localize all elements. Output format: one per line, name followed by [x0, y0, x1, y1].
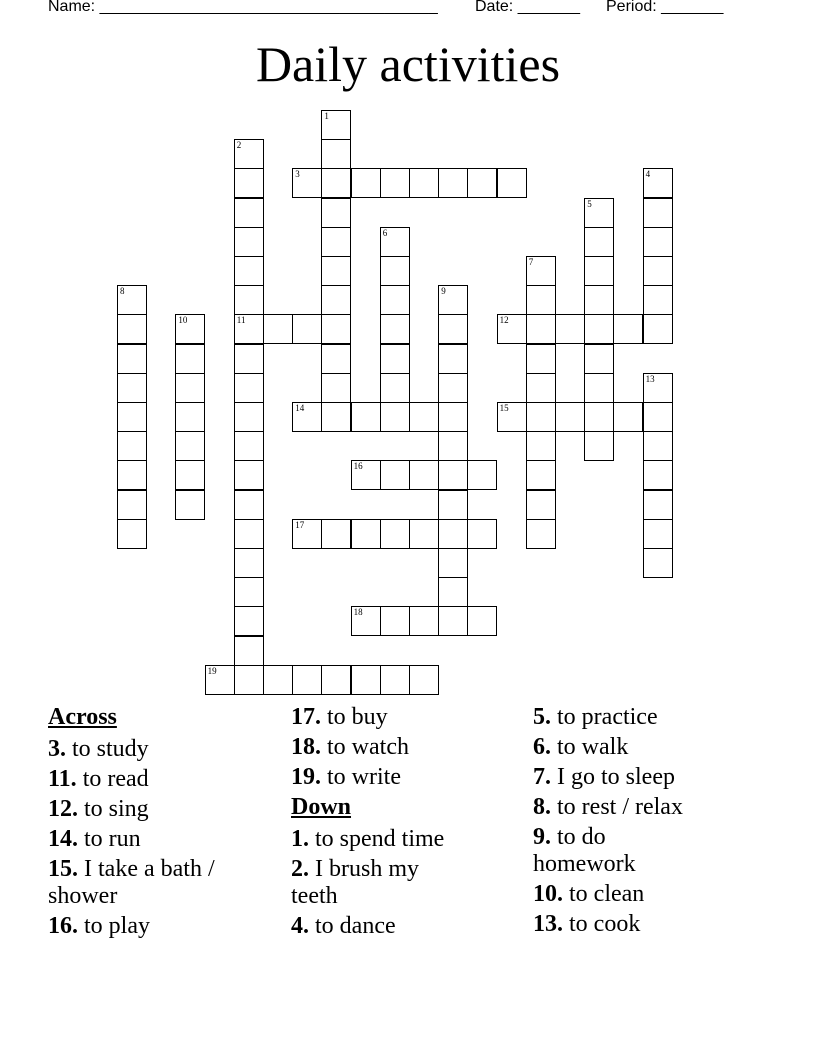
clue-number: 5: [587, 198, 592, 209]
crossword-cell[interactable]: [175, 344, 205, 374]
crossword-cell[interactable]: [526, 431, 556, 461]
crossword-cell[interactable]: [643, 256, 673, 286]
crossword-cell[interactable]: [584, 285, 614, 315]
crossword-cell[interactable]: [438, 577, 468, 607]
crossword-cell[interactable]: [438, 606, 468, 636]
crossword-cell[interactable]: [351, 460, 381, 490]
page-title: Daily activities: [255, 36, 561, 92]
crossword-cell[interactable]: [409, 402, 439, 432]
crossword-cell[interactable]: [175, 431, 205, 461]
crossword-cell[interactable]: [234, 548, 264, 578]
crossword-cell[interactable]: [643, 198, 673, 228]
crossword-cell[interactable]: [321, 227, 351, 257]
crossword-cell[interactable]: [321, 168, 351, 198]
crossword-cell[interactable]: [643, 519, 673, 549]
crossword-cell[interactable]: [321, 665, 351, 695]
across-heading: Across: [48, 704, 117, 730]
clue-number: 14: [295, 403, 305, 413]
crossword-cell[interactable]: [643, 227, 673, 257]
crossword-cell[interactable]: [380, 344, 410, 374]
clue-number: 13: [645, 373, 655, 384]
crossword-cell[interactable]: [234, 606, 264, 636]
clue-number: 4: [645, 169, 651, 180]
crossword-cell[interactable]: [409, 606, 439, 636]
crossword-cell[interactable]: [438, 344, 468, 374]
clue-down-5: 5. to practice: [533, 704, 658, 730]
crossword-cell[interactable]: [555, 402, 585, 432]
crossword-cell[interactable]: [643, 548, 673, 578]
crossword-cell[interactable]: [292, 314, 322, 344]
crossword-cell[interactable]: [526, 490, 556, 520]
crossword-cell[interactable]: [321, 519, 351, 549]
clue-across-14: 14. to run: [48, 826, 141, 852]
crossword-cell[interactable]: [438, 431, 468, 461]
crossword-cell[interactable]: [380, 168, 410, 198]
crossword-cell[interactable]: [321, 256, 351, 286]
crossword-cell[interactable]: [526, 373, 556, 403]
crossword-cell[interactable]: [263, 314, 293, 344]
crossword-cell[interactable]: [409, 460, 439, 490]
crossword-cell[interactable]: [380, 460, 410, 490]
crossword-cell[interactable]: [526, 285, 556, 315]
clue-number: 6: [382, 227, 388, 238]
crossword-cell[interactable]: [438, 519, 468, 549]
crossword-cell[interactable]: [234, 519, 264, 549]
crossword-cell[interactable]: [380, 227, 410, 257]
crossword-cell[interactable]: [351, 606, 381, 636]
crossword-cell[interactable]: [117, 490, 147, 520]
crossword-cell[interactable]: [321, 314, 351, 344]
crossword-cell[interactable]: [351, 402, 381, 432]
crossword-cell[interactable]: [380, 402, 410, 432]
crossword-cell[interactable]: [438, 373, 468, 403]
crossword-cell[interactable]: [117, 519, 147, 549]
crossword-cell[interactable]: [234, 402, 264, 432]
clue-down-13: 13. to cook: [533, 911, 641, 937]
clue-number: 9: [441, 286, 446, 297]
clue-column-2: [291, 704, 531, 943]
clue-number: 8: [120, 286, 125, 297]
crossword-cell[interactable]: [584, 314, 614, 344]
crossword-cell[interactable]: [526, 519, 556, 549]
crossword-cell[interactable]: [117, 314, 147, 344]
crossword-cell[interactable]: [380, 285, 410, 315]
clue-down-9: 9. to do homework: [533, 824, 636, 877]
crossword-cell[interactable]: [409, 665, 439, 695]
crossword-cell[interactable]: [643, 431, 673, 461]
crossword-cell[interactable]: [234, 431, 264, 461]
crossword-cell[interactable]: [205, 665, 235, 695]
clue-column-3: [533, 704, 773, 941]
crossword-cell[interactable]: [234, 636, 264, 666]
crossword-cell[interactable]: [234, 344, 264, 374]
crossword-cell[interactable]: [584, 402, 614, 432]
crossword-cell[interactable]: [117, 431, 147, 461]
crossword-cell[interactable]: [380, 519, 410, 549]
crossword-cell[interactable]: [438, 168, 468, 198]
crossword-cell[interactable]: [292, 519, 322, 549]
clue-number: 15: [499, 403, 509, 413]
clue-number: 12: [499, 315, 509, 326]
clue-number: 10: [178, 315, 188, 326]
crossword-cell[interactable]: [117, 373, 147, 403]
name-field[interactable]: Name: ______________________________________: [48, 0, 438, 15]
crossword-cell[interactable]: [234, 139, 264, 169]
crossword-cell[interactable]: [175, 460, 205, 490]
crossword-cell[interactable]: [584, 256, 614, 286]
crossword-cell[interactable]: [584, 198, 614, 228]
crossword-cell[interactable]: [175, 314, 205, 344]
crossword-cell[interactable]: [234, 577, 264, 607]
crossword-cell[interactable]: [526, 256, 556, 286]
clue-down-1: 1. to spend time: [291, 826, 445, 852]
crossword-cell[interactable]: [234, 665, 264, 695]
crossword-cell[interactable]: [117, 285, 147, 315]
clue-across-12: 12. to sing: [48, 796, 149, 822]
crossword-cell[interactable]: [584, 344, 614, 374]
clue-across-18: 18. to watch: [291, 734, 409, 760]
crossword-cell[interactable]: [497, 402, 527, 432]
crossword-cell[interactable]: [526, 402, 556, 432]
crossword-cell[interactable]: [409, 519, 439, 549]
crossword-cell[interactable]: [438, 402, 468, 432]
crossword-cell[interactable]: [438, 460, 468, 490]
clue-number: 7: [528, 257, 534, 267]
clue-down-4: 4. to dance: [291, 913, 396, 939]
clue-number: 3: [295, 169, 300, 180]
crossword-cell[interactable]: [234, 460, 264, 490]
crossword-cell[interactable]: [526, 460, 556, 490]
crossword-cell[interactable]: [175, 373, 205, 403]
crossword-cell[interactable]: [321, 373, 351, 403]
crossword-cell[interactable]: [234, 490, 264, 520]
crossword-cell[interactable]: [321, 344, 351, 374]
crossword-cell[interactable]: [526, 344, 556, 374]
crossword-cell[interactable]: [321, 139, 351, 169]
clue-number: 17: [295, 519, 305, 530]
crossword-cell[interactable]: [584, 431, 614, 461]
clue-down-6: 6. to walk: [533, 734, 629, 760]
crossword-cell[interactable]: [292, 665, 322, 695]
crossword-cell[interactable]: [643, 314, 673, 344]
crossword-cell[interactable]: [643, 168, 673, 198]
crossword-cell[interactable]: [438, 285, 468, 315]
crossword-cell[interactable]: [613, 402, 643, 432]
crossword-cell[interactable]: [117, 344, 147, 374]
crossword-cell[interactable]: [234, 227, 264, 257]
clue-number: 16: [353, 461, 363, 472]
crossword-cell[interactable]: [234, 373, 264, 403]
clue-across-19: 19. to write: [291, 764, 401, 790]
crossword-cell[interactable]: [380, 314, 410, 344]
crossword-cell[interactable]: [321, 402, 351, 432]
clue-down-10: 10. to clean: [533, 881, 645, 907]
crossword-cell[interactable]: [497, 168, 527, 198]
crossword-cell[interactable]: [321, 110, 351, 140]
crossword-cell[interactable]: [438, 314, 468, 344]
crossword-cell[interactable]: [555, 314, 585, 344]
crossword-cell[interactable]: [380, 606, 410, 636]
clue-number: 18: [353, 607, 363, 618]
clue-number: 19: [207, 665, 217, 676]
crossword-cell[interactable]: [613, 314, 643, 344]
crossword-cell[interactable]: [321, 285, 351, 315]
clue-down-8: 8. to rest / relax: [533, 794, 683, 820]
crossword-cell[interactable]: [438, 548, 468, 578]
crossword-cell[interactable]: [467, 168, 497, 198]
crossword-cell[interactable]: [234, 314, 264, 344]
crossword-cell[interactable]: [234, 168, 264, 198]
crossword-cell[interactable]: [584, 227, 614, 257]
clue-number: 11: [236, 315, 246, 326]
crossword-cell[interactable]: [292, 402, 322, 432]
crossword-cell[interactable]: [351, 665, 381, 695]
crossword-cell[interactable]: [643, 285, 673, 315]
clue-column-1: [48, 704, 288, 943]
clue-down-2: 2. I brush my teeth: [291, 856, 419, 909]
clue-down-7: 7. I go to sleep: [533, 764, 675, 790]
crossword-cell[interactable]: [467, 606, 497, 636]
clue-across-3: 3. to study: [48, 736, 149, 762]
crossword-cell[interactable]: [234, 198, 264, 228]
crossword-cell[interactable]: [584, 373, 614, 403]
crossword-cell[interactable]: [643, 490, 673, 520]
crossword-cell[interactable]: [526, 314, 556, 344]
clue-across-16: 16. to play: [48, 913, 150, 939]
crossword-cell[interactable]: [380, 373, 410, 403]
crossword-cell[interactable]: [117, 402, 147, 432]
crossword-cell[interactable]: [380, 256, 410, 286]
date-field[interactable]: Date: _______: [475, 0, 580, 15]
crossword-cell[interactable]: [409, 168, 439, 198]
crossword-cell[interactable]: [467, 460, 497, 490]
crossword-cell[interactable]: [351, 519, 381, 549]
clue-across-15: 15. I take a bath / shower: [48, 856, 215, 909]
crossword-cell[interactable]: [643, 373, 673, 403]
crossword-cell[interactable]: [117, 460, 147, 490]
crossword-cell[interactable]: [263, 665, 293, 695]
crossword-cell[interactable]: [643, 402, 673, 432]
period-field[interactable]: Period: _______: [606, 0, 724, 15]
crossword-cell[interactable]: [497, 314, 527, 344]
crossword-cell[interactable]: [321, 198, 351, 228]
crossword-cell[interactable]: [175, 490, 205, 520]
clue-number: 1: [324, 111, 329, 121]
crossword-cell[interactable]: [467, 519, 497, 549]
clue-across-11: 11. to read: [48, 766, 149, 792]
crossword-cell[interactable]: [643, 460, 673, 490]
crossword-cell[interactable]: [292, 168, 322, 198]
clue-across-17: 17. to buy: [291, 704, 388, 730]
crossword-cell[interactable]: [351, 168, 381, 198]
clue-number: 2: [236, 140, 242, 151]
crossword-cell[interactable]: [438, 490, 468, 520]
crossword-cell[interactable]: [175, 402, 205, 432]
crossword-cell[interactable]: [234, 285, 264, 315]
down-heading: Down: [291, 794, 352, 820]
crossword-cell[interactable]: [380, 665, 410, 695]
crossword-cell[interactable]: [234, 256, 264, 286]
